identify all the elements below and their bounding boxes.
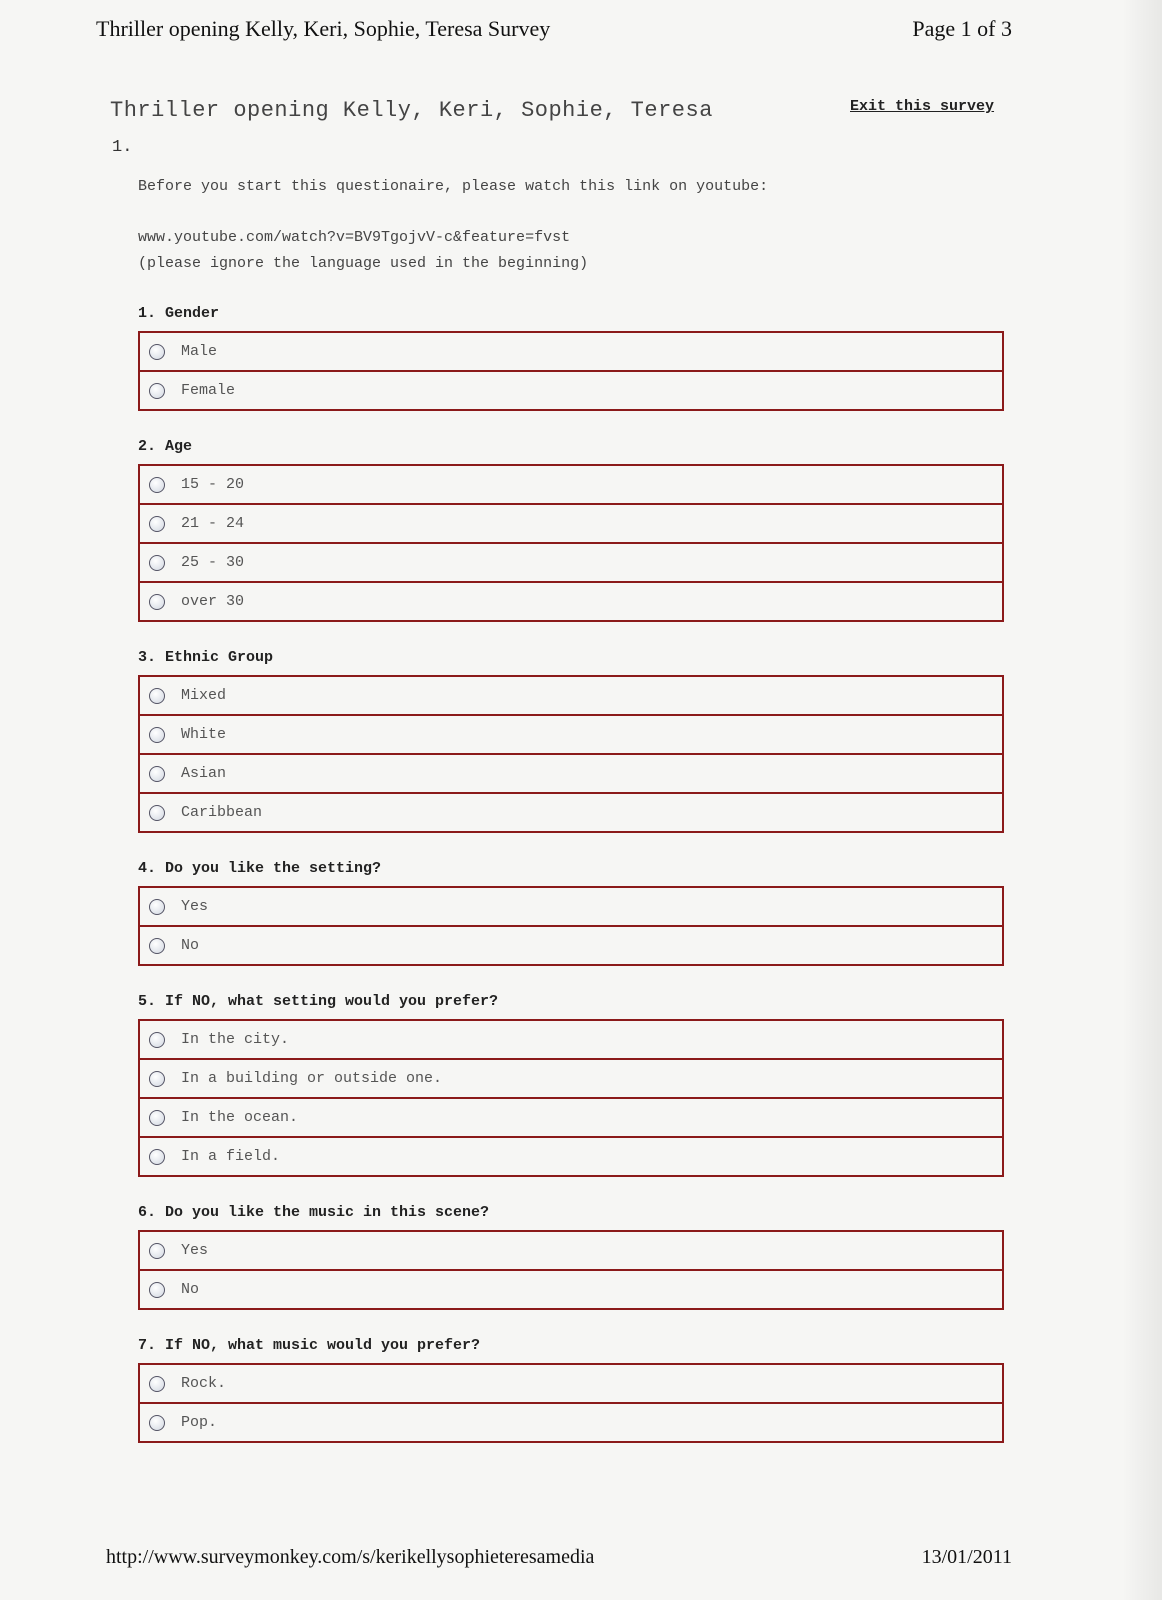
option-label: No bbox=[181, 1281, 200, 1298]
radio-button[interactable] bbox=[149, 1243, 165, 1259]
options-box bbox=[138, 675, 1004, 833]
option-row[interactable] bbox=[140, 542, 1002, 581]
option-label: White bbox=[181, 726, 227, 743]
option-label: Mixed bbox=[181, 687, 227, 704]
radio-button[interactable] bbox=[149, 594, 165, 610]
question-age bbox=[138, 438, 1004, 622]
option-label: No bbox=[181, 937, 200, 954]
option-label: 15 - 20 bbox=[181, 476, 245, 493]
radio-button[interactable] bbox=[149, 688, 165, 704]
option-label: Yes bbox=[181, 1242, 209, 1259]
question-preferred-setting bbox=[138, 993, 1004, 1177]
options-box bbox=[138, 1230, 1004, 1310]
radio-button[interactable] bbox=[149, 477, 165, 493]
print-header bbox=[96, 16, 1012, 42]
radio-button[interactable] bbox=[149, 805, 165, 821]
options-box bbox=[138, 331, 1004, 411]
radio-button[interactable] bbox=[149, 938, 165, 954]
option-row[interactable] bbox=[140, 466, 1002, 503]
youtube-link[interactable]: www.youtube.com/watch?v=BV9TgojvV-c&feature=fvst bbox=[138, 229, 571, 246]
option-label: Male bbox=[181, 343, 218, 360]
question-label: 1. Gender bbox=[138, 305, 220, 322]
radio-button[interactable] bbox=[149, 555, 165, 571]
question-preferred-music bbox=[138, 1337, 1004, 1443]
option-label: over 30 bbox=[181, 593, 245, 610]
intro-text: Before you start this questionaire, please watch this link on youtube: bbox=[138, 178, 769, 195]
question-label: 5. If NO, what setting would you prefer? bbox=[138, 993, 499, 1010]
paper-edge-shadow bbox=[1122, 0, 1162, 1600]
radio-button[interactable] bbox=[149, 383, 165, 399]
option-row[interactable] bbox=[140, 925, 1002, 964]
option-row[interactable] bbox=[140, 1136, 1002, 1175]
radio-button[interactable] bbox=[149, 1415, 165, 1431]
option-row[interactable] bbox=[140, 714, 1002, 753]
question-gender bbox=[138, 305, 1004, 411]
question-setting bbox=[138, 860, 1004, 966]
radio-button[interactable] bbox=[149, 1110, 165, 1126]
intro-note: (please ignore the language used in the beginning) bbox=[138, 255, 589, 272]
option-row[interactable] bbox=[140, 1021, 1002, 1058]
option-label: In a field. bbox=[181, 1148, 281, 1165]
option-label: Caribbean bbox=[181, 804, 263, 821]
option-row[interactable] bbox=[140, 792, 1002, 831]
print-page-indicator: Page 1 of 3 bbox=[912, 16, 1012, 41]
option-label: 21 - 24 bbox=[181, 515, 245, 532]
radio-button[interactable] bbox=[149, 1032, 165, 1048]
option-label: Asian bbox=[181, 765, 227, 782]
radio-button[interactable] bbox=[149, 899, 165, 915]
option-label: Yes bbox=[181, 898, 209, 915]
option-label: Female bbox=[181, 382, 236, 399]
question-label: 2. Age bbox=[138, 438, 193, 455]
radio-button[interactable] bbox=[149, 1282, 165, 1298]
print-footer bbox=[106, 1546, 1012, 1569]
option-row[interactable] bbox=[140, 1097, 1002, 1136]
radio-button[interactable] bbox=[149, 1376, 165, 1392]
print-footer-date: 13/01/2011 bbox=[921, 1546, 1012, 1568]
radio-button[interactable] bbox=[149, 516, 165, 532]
question-ethnic-group bbox=[138, 649, 1004, 833]
radio-button[interactable] bbox=[149, 727, 165, 743]
option-row[interactable] bbox=[140, 503, 1002, 542]
survey-title: Thriller opening Kelly, Keri, Sophie, Teresa bbox=[110, 98, 713, 123]
option-row[interactable] bbox=[140, 370, 1002, 409]
print-footer-url: http://www.surveymonkey.com/s/kerikellysophieteresamedia bbox=[106, 1546, 595, 1568]
print-header-title: Thriller opening Kelly, Keri, Sophie, Teresa Survey bbox=[96, 16, 551, 41]
question-label: 4. Do you like the setting? bbox=[138, 860, 382, 877]
option-row[interactable] bbox=[140, 1232, 1002, 1269]
radio-button[interactable] bbox=[149, 766, 165, 782]
option-row[interactable] bbox=[140, 677, 1002, 714]
options-box bbox=[138, 1363, 1004, 1443]
question-music bbox=[138, 1204, 1004, 1310]
options-box bbox=[138, 1019, 1004, 1177]
option-row[interactable] bbox=[140, 581, 1002, 620]
radio-button[interactable] bbox=[149, 1149, 165, 1165]
radio-button[interactable] bbox=[149, 344, 165, 360]
option-label: In the ocean. bbox=[181, 1109, 299, 1126]
radio-button[interactable] bbox=[149, 1071, 165, 1087]
question-label: 7. If NO, what music would you prefer? bbox=[138, 1337, 481, 1354]
option-row[interactable] bbox=[140, 1269, 1002, 1308]
option-row[interactable] bbox=[140, 333, 1002, 370]
option-row[interactable] bbox=[140, 753, 1002, 792]
options-box bbox=[138, 886, 1004, 966]
question-label: 6. Do you like the music in this scene? bbox=[138, 1204, 490, 1221]
option-label: In a building or outside one. bbox=[181, 1070, 443, 1087]
option-row[interactable] bbox=[140, 888, 1002, 925]
option-row[interactable] bbox=[140, 1402, 1002, 1441]
question-label: 3. Ethnic Group bbox=[138, 649, 274, 666]
exit-survey-link[interactable]: Exit this survey bbox=[850, 98, 995, 115]
option-label: Pop. bbox=[181, 1414, 218, 1431]
option-row[interactable] bbox=[140, 1058, 1002, 1097]
option-label: Rock. bbox=[181, 1375, 227, 1392]
survey-page-number: 1. bbox=[112, 138, 133, 157]
options-box bbox=[138, 464, 1004, 622]
option-label: 25 - 30 bbox=[181, 554, 245, 571]
option-label: In the city. bbox=[181, 1031, 290, 1048]
option-row[interactable] bbox=[140, 1365, 1002, 1402]
